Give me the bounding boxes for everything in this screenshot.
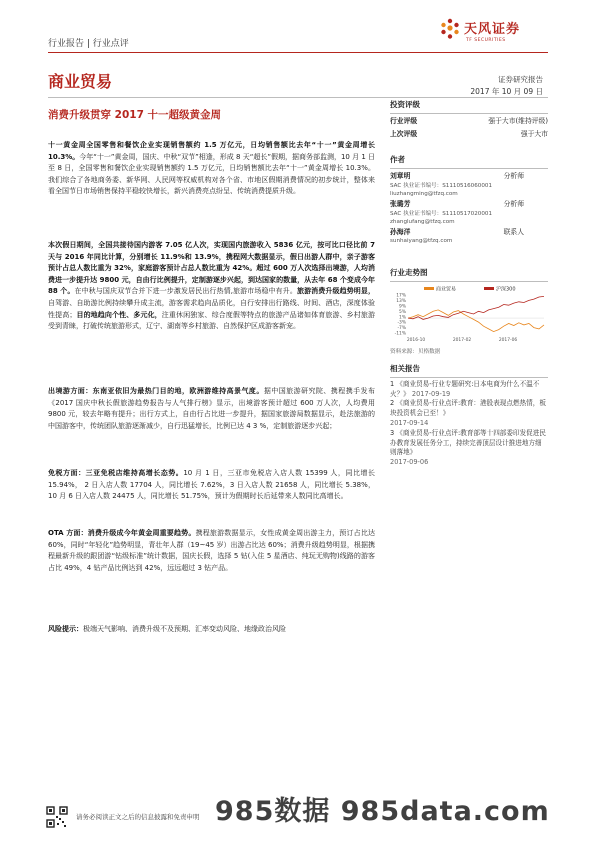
report-title: 消费升级贯穿 2017 十一超级黄金周 <box>48 109 222 121</box>
y-tick-label: -7% <box>397 326 406 332</box>
report-date: 2017 年 10 月 09 日 <box>470 87 543 96</box>
authors-block <box>390 155 548 245</box>
author-name: 孙海洋 <box>390 227 411 236</box>
x-tick-label: 2017-06 <box>498 338 518 343</box>
dutyfree-text: 10 月 1 日，三亚市免税店入店人数 15399 人，同比增长 15.94%， 2 日入店人数 17704 人，同比增长 7.62%，3 日入店人数 21658 人，同比增长 5.38%，10 月 6 日入店人数 24475 人，同比增长 51.75%，预计为假期时长后延带来人数同比高增长。 <box>48 469 375 501</box>
watermark: 985数据 985data.com <box>215 796 550 827</box>
rating-title: 投资评级 <box>390 100 420 109</box>
y-tick-label: 1% <box>399 315 406 321</box>
related-date: 2017-09-19 <box>411 389 451 398</box>
author-item <box>390 228 548 246</box>
related-divider <box>390 377 548 378</box>
legend-label: 沪深300 <box>496 286 516 293</box>
header-divider <box>48 52 548 53</box>
trend-block <box>390 268 548 282</box>
author-name: 刘章明 <box>390 171 411 180</box>
tourism-highlight: 本次假日期间，全国共接待国内游客 7.05 亿人次，实现国内旅游收入 5836 亿元，按可比口径比前 7 天与 2016 年同比计算，分别增长 11.9%和 13.9%，携程网大数据显示，假日出游人群中，亲子游客预计占总人数比重为 32%，家庭游客预计占总人数比重为 42%。超过 600 万人次选择出境游，人均消费进一步提升达 9800 元，自由行比例提升，定制游逐步兴起，到达国家的数量，从去年 68 个变成今年 88 个。 <box>48 241 375 296</box>
rating-label: 行业评级 <box>390 116 418 125</box>
series-line <box>408 310 544 332</box>
y-tick-label: -11% <box>394 331 406 337</box>
author-sac: SAC 执业证书编号：S1110516060001 <box>390 182 493 189</box>
brand-name: 天风证券 <box>464 22 521 37</box>
author-item <box>390 172 548 198</box>
legend-swatch <box>424 287 434 290</box>
author-role: 联系人 <box>503 227 524 236</box>
chart <box>390 285 548 346</box>
prev-rating-row <box>390 130 548 140</box>
tourism-upgrade-highlight: 旅游消费升级趋势明显， <box>296 287 375 296</box>
related-text[interactable]: 3 《商业贸易-行业点评:教育部等十四部委印发促进民办教育发展任务分工，持续完善顶层设计推进地方细则落地》 <box>390 428 546 457</box>
prev-rating-label: 上次评级 <box>390 129 418 138</box>
outbound-highlight: 出境游方面：东南亚依旧为最热门目的地，欧洲游维持高景气度。 <box>48 387 264 395</box>
ota-text: 携程旅游数据显示，女性成黄金周出游主力，预订占比达 60%，同时“年轻化”趋势明显，青壮年人群（19~45 岁）出游占比达 60%；消费升级趋势明显，根据携程最新升级的跟团游“钻级标准”统计数据，国庆长假，选择 5 钻(入住 5 星酒店、纯玩无购物)线路的游客占比 49%，4 钻产品比例达到 42%，远远超过 3 钻产品。 <box>48 529 376 572</box>
dutyfree-highlight: 免税方面：三亚免税店维持高增长态势。 <box>48 469 184 477</box>
author-email[interactable]: sunhaiyang@tfzq.com <box>390 238 453 245</box>
qr-code-icon <box>46 806 68 828</box>
paragraph-outbound <box>48 386 375 432</box>
y-tick-label: 17% <box>396 293 406 299</box>
related-item[interactable] <box>390 429 548 468</box>
author-email[interactable]: liuzhangming@tfzq.com <box>390 190 458 197</box>
paragraph-retail <box>48 140 375 198</box>
related-item[interactable] <box>390 380 548 400</box>
authors-title: 作者 <box>390 155 405 164</box>
x-tick-label: 2017-02 <box>452 338 472 343</box>
y-tick-label: 9% <box>399 304 406 310</box>
disclaimer: 请务必阅读正文之后的信息披露和免责申明 <box>76 813 200 821</box>
related-date: 2017-09-14 <box>390 419 429 428</box>
ota-highlight: OTA 方面：消费升级成今年黄金周重要趋势。 <box>48 529 196 537</box>
trend-divider <box>390 281 548 282</box>
related-text[interactable]: 2 《商业贸易-行业点评:教育：港股表现点燃热情，板块投资机会已至！》 <box>390 399 546 418</box>
prev-rating-value: 强于大市 <box>520 129 548 138</box>
tourism-upgrade-text: 自驾游、自助游比例持续攀升成主流，游客需求趋向品质化，自行安排出行路线、时间、酒店，深度体验性提高； <box>48 298 375 319</box>
sector-divider <box>48 97 548 98</box>
series-line <box>408 296 544 319</box>
risk-text: 极端天气影响、消费升级不及预期、汇率变动风险、地缘政治风险 <box>83 625 286 633</box>
author-email[interactable]: zhanglufang@tfzq.com <box>390 218 455 225</box>
y-tick-label: 5% <box>399 309 406 315</box>
retail-highlight: 十一黄金周全国零售和餐饮企业实现销售额约 1.5 万亿元，日均销售额比去年“十一”黄金周增长 10.3%。 <box>48 141 375 161</box>
retail-text: 今年“十一”黄金周，国庆、中秋“双节”相逢，形成 8 天“超长”假期，据商务部监测，10 月 1 日至 8 日，全国零售和餐饮企业实现销售额约 1.5 万亿元，日均销售额比去年“十一”黄金周增长 10.3%。我们综合了各地商务委、新华网、人民网等权威机构对各个省、市地区假期消费情况的初步统计，整体来看全国节日市场销售保持平稳较快增长，新兴消费亮点纷呈、传统消费提质升级。 <box>48 152 375 196</box>
destination-highlight: 目的地趋向个性、多元化， <box>76 310 162 319</box>
sector-title: 商业贸易 <box>48 72 113 91</box>
paragraph-tourism <box>48 240 375 333</box>
destination-text: 注重休闲独家、综合度假等特点的旅游产品诸如体育旅游、乡村旅游受到青睐，打破传统旅游形式，辽宁、湖南等乡村旅游、自然保护区成游客新宠。 <box>48 310 376 331</box>
related-item[interactable] <box>390 399 548 428</box>
related-text[interactable]: 1 《商业贸易-行业专题研究:日本电商为什么不温不火？》 <box>390 379 540 398</box>
legend-swatch <box>484 287 494 290</box>
x-tick-label: 2016-10 <box>406 338 426 343</box>
y-tick-label: 13% <box>396 299 406 305</box>
outbound-text: 据中国旅游研究院、携程携手发布《2017 国庆中秋长假旅游趋势报告与人气排行榜》显示，出境游客预计超过 600 万人次，人均费用 9800 元，较去年略有提升；出行方式上，自由行占比进一步提升，据国家旅游局数据显示，赴法旅游的中国游客中，传统团队旅游逐渐减少，自行迅猛增长，比例已达 4 3 %，定制旅游逐步兴起； <box>48 387 376 430</box>
authors-divider <box>390 168 548 169</box>
rating-block <box>390 100 548 140</box>
y-tick-label: -3% <box>397 320 406 326</box>
breadcrumb: 行业报告 | 行业点评 <box>48 39 129 49</box>
tourism-text: 在中秋与国庆双节合并下进一步激发居民出行热情,旅游市场稳中有升。 <box>74 287 297 296</box>
related-date: 2017-09-06 <box>390 458 429 467</box>
related-title: 相关报告 <box>390 364 420 373</box>
author-name: 张璐芳 <box>390 199 411 208</box>
paragraph-dutyfree <box>48 468 375 503</box>
legend-label: 商业贸易 <box>436 286 457 293</box>
author-item <box>390 200 548 226</box>
author-role: 分析师 <box>503 171 524 180</box>
brand-name-en: TF SECURITIES <box>466 38 506 43</box>
author-role: 分析师 <box>503 199 524 208</box>
author-sac: SAC 执业证书编号：S1110517020001 <box>390 210 493 217</box>
risk-label: 风险提示： <box>48 625 83 633</box>
related-block <box>390 364 548 468</box>
paragraph-ota <box>48 528 375 574</box>
trend-chart-svg <box>390 285 548 343</box>
brand-logo-icon <box>439 18 461 40</box>
chart-source: 资料来源：贝格数据 <box>390 349 441 355</box>
paragraph-risk <box>48 624 375 636</box>
rating-value: 强于大市(维持评级) <box>488 116 548 125</box>
report-type: 证券研究报告 <box>498 75 543 84</box>
rating-row <box>390 117 548 127</box>
trend-title: 行业走势图 <box>390 268 428 277</box>
rating-divider <box>390 113 548 114</box>
